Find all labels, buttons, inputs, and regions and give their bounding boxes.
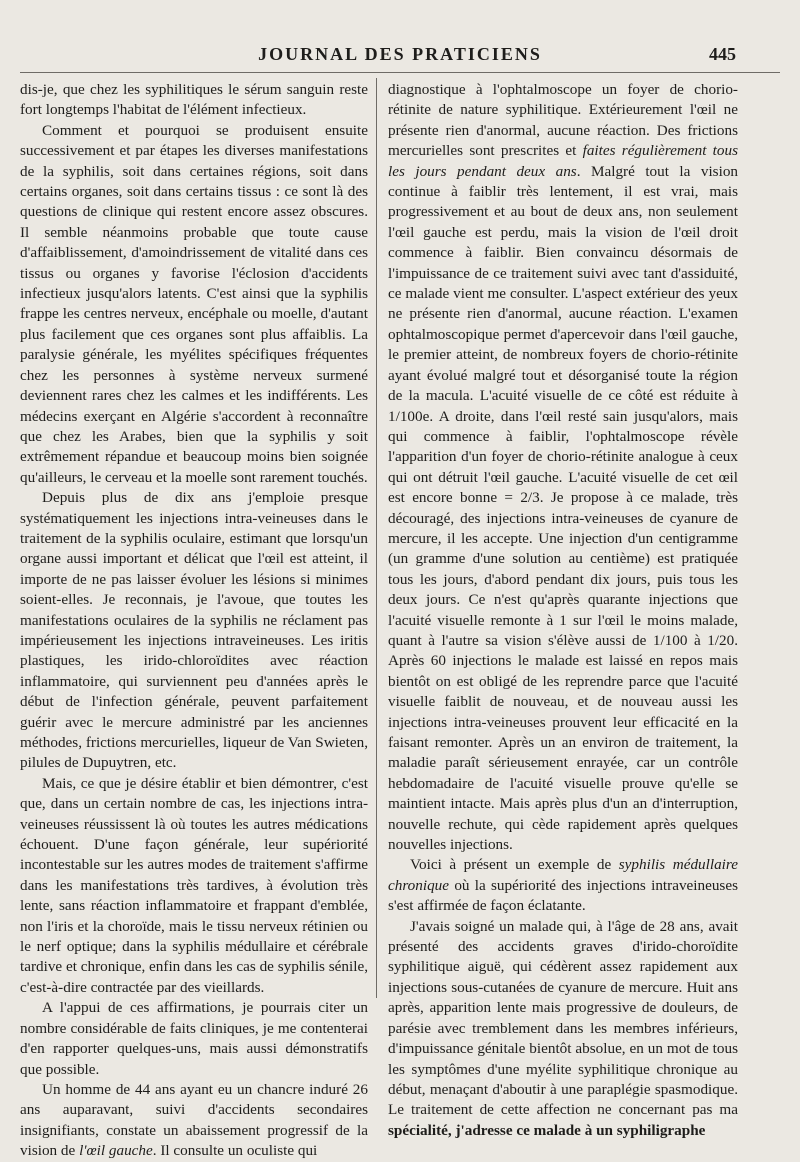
paragraph: Depuis plus de dix ans j'emploie presque systématiquement les injections intra-veineuses dans le traitement de la syphilis oculaire, estimant que lorsqu'un organe aussi important et délicat que l'œil est atteint, il importe de ne pas laisser évoluer les lésions si minimes soient-elles. Je reconnais, je l'avoue, que toutes les manifestations oculaires de la syphilis ne réclament pas impérieusement les injections intraveineuses. Les iritis plastiques, les irido-chloroïdites avec réaction inflammatoire, qui surviennent peu d'années après le début de l'infection générale, peuvent parfaitement guérir avec le mercure administré par les anciennes méthodes, frictions mercurielles, liqueur de Van Swieten, pilules de Dupuytren, etc. xyxy=(20,489,368,772)
text-run: où la supériorité des injections intraveineuses s'est affirmée de façon éclatante. xyxy=(388,876,738,915)
text-run: Un homme de 44 ans ayant eu un chancre induré 26 ans auparavant, suivi d'accidents secondaires insignifiants, constate un abaissement progressif de la vision de xyxy=(20,1080,368,1160)
paragraph xyxy=(388,917,738,1141)
bold-run: spécialité, j'adresse ce malade à un syphiligraphe xyxy=(388,1121,706,1139)
paragraph: Mais, ce que je désire établir et bien démontrer, c'est que, dans un certain nombre de cas, les injections intra-veineuses réussissent là où toutes les autres médications échouent. D'une façon générale, leur supériorité incontestable sur les autres modes de traitement s'affirme dans les manifestations très tardives, à évolution très lente, sans réaction inflammatoire et frappant d'emblée, non l'iris et la choroïde, mais le tissu nerveux rétinien ou le nerf optique; dans la syphilis médullaire et cérébrale tardive et chronique, enfin dans les cas de syphilis sénile, c'est-à-dire contractée par des vieillards. xyxy=(20,774,368,996)
emphasis: faites régulièrement tous les jours pendant deux ans xyxy=(388,142,738,180)
emphasis: l'œil gauche xyxy=(79,1142,153,1160)
text-run: diagnostique à l'ophtalmoscope un foyer de chorio-rétinite de nature syphilitique. Extérieurement l'œil ne présente rien d'anormal, aucune réaction. Des frictions mercurielles sont prescrites et xyxy=(388,81,738,160)
column-divider xyxy=(376,78,377,998)
journal-title: JOURNAL DES PRATICIENS xyxy=(258,44,542,64)
text-run: . Malgré tout la vision continue à faiblir très lentement, il est vrai, mais progressivement et au bout de deux ans, non seulement l'œil gauche est perdu, mais la vision de l'œil droit commence à faiblir. Bien convaincu désormais de l'impuissance de ce traitement suivi avec tant d'assiduité, ce malade vient me consulter. L'aspect extérieur des yeux ne présente rien d'anormal, aucune réaction. L'examen ophtalmoscopique permet d'apercevoir dans l'œil gauche, le premier atteint, de nombreux foyers de chorio-rétinite ayant évolué malgré tout et désorganisé toute la région de la macula. L'acuité visuelle de ce côté est réduite à 1/100e. A droite, dans l'œil resté sain jusqu'alors, mais qui commence à faiblir, l'ophtalmoscope révèle l'apparition d'un foyer de chorio-rétinite analogue à ceux qui ont détruit l'œil gauche. L'acuité visuelle de cet œil est encore bonne = 2/3. Je propose à ce malade, très découragé, des injections intra-veineuses de cyanure de mercure, il les accepte. Une injection d'un centigramme (un gramme d'une solution au centième) est pratiquée tous les jours, d'abord pendant dix jours, puis tous les deux jours. Ce n'est qu'après quarante injections que l'acuité visuelle remonte à 1 sur l'œil le moins malade, quant à l'autre sa vision s'élève aussi de 1/100 à 1/20. Après 60 injections le malade est laissé en repos mais bientôt on est obligé de les reprendre parce que l'acuité visuelle faiblit de nouveau, et de nouveau aussi les injections intra-veineuses prouvent leur efficacité en la faisant remonter. Après un an environ de traitement, la maladie paraît sérieusement enrayée, car un contrôle hebdomadaire de l'acuité visuelle prouve qu'elle se maintient intacte. Mais après plus d'un an d'interruption, nouvelle rechute, qui cède rapidement après quelques nouvelles injections. xyxy=(388,162,739,854)
text-run: Voici à présent un exemple de xyxy=(410,856,619,874)
paragraph: Comment et pourquoi se produisent ensuite successivement et par étapes les diverses manifestations de la syphilis, soit dans certaines régions, soit dans certains organes, soit dans certains tissus : ce sont là des questions de clinique qui restent encore assez obscures. Il semble néanmoins probable que toute cause d'affaiblissement, d'amoindrissement de vitalité dans ces tissus ou organes y favorise l'éclosion d'accidents infectieux jusqu'alors latents. C'est ainsi que la syphilis frappe les centres nerveux, encéphale ou moelle, d'autant plus facilement que ces organes sont plus affaiblis. La paralysie générale, les myélites spécifiques fréquentes chez les personnes à système nerveux surmené deviennent rares chez les calmes et les indifférents. Les médecins exerçant en Algérie s'accordent à reconnaître que chez les Arabes, bien que la syphilis y soit extrêmement répandue et beaucoup moins bien soignée qu'ailleurs, le cerveau et la moelle sont rarement touchés. xyxy=(20,121,368,486)
text-run: . Il consulte un oculiste qui xyxy=(152,1142,318,1160)
left-column xyxy=(20,80,368,1162)
header-rule xyxy=(20,72,780,73)
right-column xyxy=(388,80,738,1141)
paragraph xyxy=(388,855,738,916)
text-run: J'avais soigné un malade qui, à l'âge de 28 ans, avait présenté des accidents graves d'irido-choroïdite syphilitique aiguë, qui cédèrent assez rapidement aux injections sous-cutanées de cyanure de mercure. Huit ans après, apparition lente mais progressive de douleurs, de parésie avec tremblement dans les membres inférieurs, d'impuissance génitale bientôt absolue, en un mot de tous les symptômes d'une myélite syphilitique chronique au début, menaçant d'aboutir à une paraplégie spasmodique. Le traitement de cette affection ne concernant pas ma xyxy=(388,917,738,1119)
paragraph: dis-je, que chez les syphilitiques le sérum sanguin reste fort longtemps l'habitat de l'élément infectieux. xyxy=(20,81,368,119)
paragraph: A l'appui de ces affirmations, je pourrais citer un nombre considérable de faits cliniques, je me contenterai d'en rapporter quelques-uns, mais aussi démonstratifs que possible. xyxy=(20,999,368,1078)
paragraph xyxy=(20,1080,368,1162)
emphasis: syphilis médullaire chronique xyxy=(388,856,738,894)
page-number: 445 xyxy=(709,44,736,64)
page-header xyxy=(0,44,800,66)
paragraph xyxy=(388,80,738,855)
